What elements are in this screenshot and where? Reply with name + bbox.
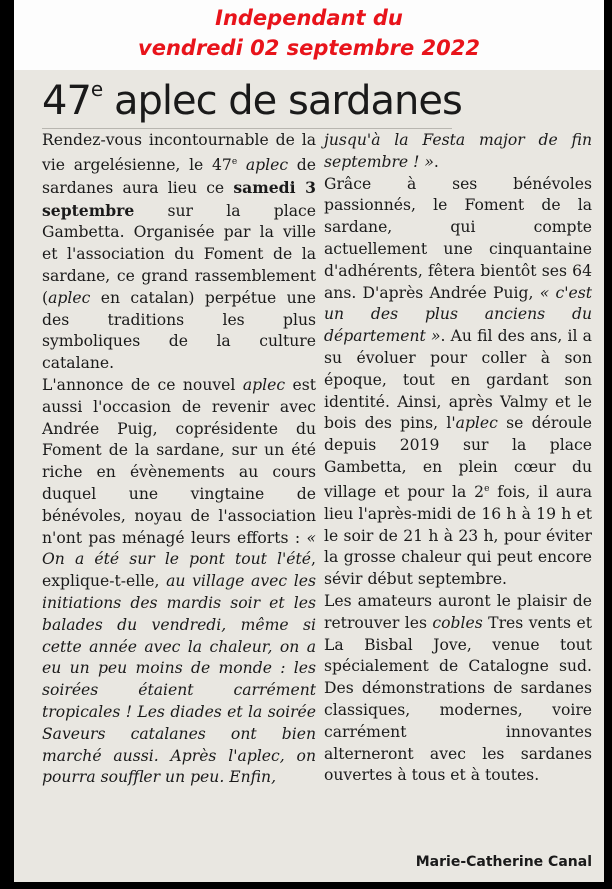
paragraph — [324, 174, 592, 591]
headline-number: 47 — [42, 78, 91, 124]
text-run: e — [484, 483, 490, 494]
article-headline — [42, 78, 462, 124]
article-byline: Marie-Catherine Canal — [415, 854, 592, 870]
paragraph — [324, 591, 592, 787]
text-run: aplec — [242, 375, 286, 394]
paragraph — [42, 130, 316, 375]
text-run: Les amateurs auront le plaisir de retrouver les — [324, 591, 592, 632]
text-run: . — [433, 152, 439, 171]
text-run: sur la place Gambetta. Organisée par la ville et l'association du Foment de la sardane, ce grand rassemblement ( — [42, 201, 316, 307]
article-column-right — [324, 130, 592, 787]
text-run: de sardanes aura lieu ce — [42, 155, 316, 197]
text-run: . Au fil des ans, il a su évoluer pour coller à son époque, tout en gardant son identité. Ainsi, après Valmy et le bois des pins, l' — [324, 327, 592, 433]
text-run: jusqu'à la Festa major de fin septembre ! » — [324, 131, 592, 171]
paragraph — [324, 130, 592, 174]
text-run: se déroule depuis 2019 sur la place Gambetta, en plein cœur du village et pour la 2 — [324, 414, 592, 501]
text-run: en catalan) perpétue une des traditions les plus symboliques de la culture catalane. — [42, 288, 316, 373]
banner-line-2: vendredi 02 septembre 2022 — [138, 36, 480, 60]
text-run: Tres vents et La Bisbal Jove, venue tout spécialement de Catalogne sud. Des démonstrations de sardanes classiques, modernes, voire carrément innovantes alterneront avec les sardanes ouvertes à tous et à toutes. — [324, 613, 592, 785]
banner-line-1: Independant du — [215, 6, 403, 30]
text-run: e — [231, 156, 238, 167]
newspaper-clipping — [14, 70, 604, 882]
text-run: Rendez-vous incontournable de la vie argelésienne, le 47 — [42, 131, 316, 174]
text-run: est aussi l'occasion de revenir avec Andrée Puig, coprésidente du Foment de la sardane, sur un été riche en évènements au cours duquel une vingtaine de bénévoles, noyau de l'association n'ont pas ménagé leurs efforts : — [42, 375, 316, 547]
text-run — [237, 156, 246, 174]
paragraph — [42, 375, 316, 789]
text-run: Grâce à ses bénévoles passionnés, le Foment de la sardane, qui compte actuellement une cinquantaine d'adhérents, fêtera bientôt ses 64 ans. D'après Andrée Puig, — [324, 174, 592, 302]
headline-divider — [42, 128, 452, 129]
text-run: au village avec les initiations des mardis soir et les balades du vendredi, même si cette année avec la chaleur, on a eu un peu moins de monde : les soirées étaient carrément tropicales ! Les diades et la soirée Saveurs catalanes ont bien marché aussi. Après l'aplec, on pourra souffler un peu. Enfin, — [42, 572, 316, 787]
text-run: , explique-t-elle, — [42, 550, 316, 591]
text-run: cobles — [432, 613, 483, 632]
text-run: « On a été sur le pont tout l'été — [42, 528, 316, 569]
text-run: fois, il aura lieu l'après-midi de 16 h à 19 h et le soir de 21 h à 23 h, pour éviter la grosse chaleur qui peut encore sévir début septembre. — [324, 482, 592, 589]
text-run: aplec — [245, 155, 289, 174]
article-column-left — [42, 130, 316, 789]
text-run: L'annonce de ce nouvel — [42, 375, 243, 394]
text-run: aplec — [455, 414, 498, 433]
headline-text: aplec de sardanes — [113, 78, 462, 124]
text-run: « c'est un des plus anciens du département » — [324, 283, 593, 346]
text-run: aplec — [48, 288, 91, 307]
source-banner — [14, 0, 604, 70]
text-run: samedi 3 septembre — [42, 177, 316, 220]
headline-superscript: e — [90, 76, 103, 101]
